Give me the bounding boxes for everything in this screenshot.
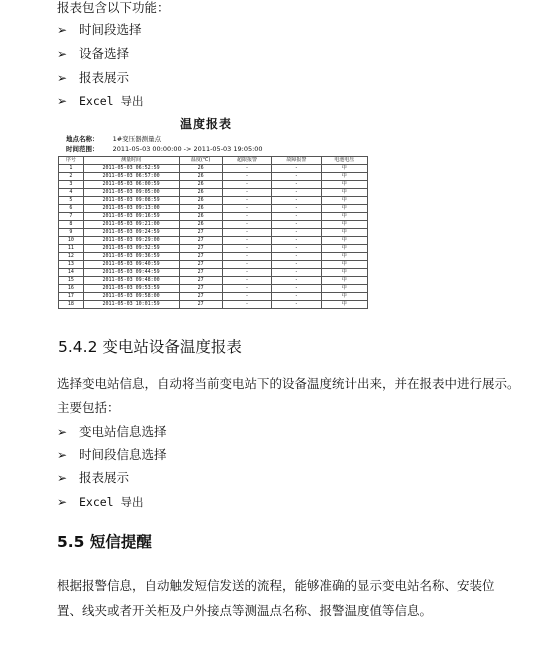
table-row bbox=[59, 229, 368, 237]
table-cell: 中 bbox=[321, 189, 367, 197]
table-cell: 中 bbox=[321, 293, 367, 301]
table-cell: - bbox=[272, 237, 321, 245]
table-cell: - bbox=[222, 301, 271, 309]
table-cell: 26 bbox=[179, 165, 222, 173]
table-cell: 8 bbox=[59, 221, 84, 229]
table-cell: - bbox=[272, 229, 321, 237]
table-cell: 2011-05-03 10:01:59 bbox=[83, 301, 179, 309]
table-cell: 1 bbox=[59, 165, 84, 173]
section-5-4-2-description: 选择变电站信息，自动将当前变电站下的设备温度统计出来，并在报表中进行展示。 bbox=[57, 376, 520, 391]
list-item bbox=[57, 447, 167, 463]
list-item bbox=[57, 70, 129, 86]
table-cell: - bbox=[222, 237, 271, 245]
table-cell: 中 bbox=[321, 277, 367, 285]
list-item-label: 时间段信息选择 bbox=[78, 447, 167, 462]
table-cell: - bbox=[272, 221, 321, 229]
table-cell: - bbox=[222, 253, 271, 261]
table-cell: 15 bbox=[59, 277, 84, 285]
table-row bbox=[59, 189, 368, 197]
report-table-body bbox=[59, 165, 368, 309]
report-site-label: 地点名称： bbox=[66, 135, 99, 143]
section-5-5-text: 根据报警信息，自动触发短信发送的流程，能够准确的显示变电站名称、安装位置、线夹或者开关柜及户外接点等测温点名称、报警温度值等信息。 bbox=[57, 578, 495, 618]
table-row bbox=[59, 213, 368, 221]
table-cell: - bbox=[222, 197, 271, 205]
list-item bbox=[57, 46, 129, 62]
table-cell: 中 bbox=[321, 221, 367, 229]
table-cell: 27 bbox=[179, 301, 222, 309]
list-item-label: Excel 导出 bbox=[78, 94, 144, 108]
table-row bbox=[59, 293, 368, 301]
table-cell: - bbox=[272, 165, 321, 173]
report-header-cell: 序号 bbox=[59, 157, 84, 165]
section-heading-5-4-2: 5.4.2 变电站设备温度报表 bbox=[58, 338, 242, 356]
table-cell: 2011-05-03 09:58:00 bbox=[83, 293, 179, 301]
report-table bbox=[58, 156, 368, 309]
table-cell: 6 bbox=[59, 205, 84, 213]
report-time-range bbox=[66, 144, 263, 153]
table-cell: - bbox=[272, 261, 321, 269]
table-row bbox=[59, 237, 368, 245]
table-cell: - bbox=[272, 253, 321, 261]
list-item-label: 报表展示 bbox=[78, 70, 129, 85]
table-cell: 2011-05-03 09:53:59 bbox=[83, 285, 179, 293]
table-row bbox=[59, 173, 368, 181]
table-cell: 26 bbox=[179, 213, 222, 221]
table-cell: 中 bbox=[321, 197, 367, 205]
table-cell: - bbox=[272, 277, 321, 285]
table-cell: - bbox=[272, 301, 321, 309]
report-site bbox=[66, 134, 161, 143]
table-row bbox=[59, 245, 368, 253]
report-header-cell: 测量时间 bbox=[83, 157, 179, 165]
table-row bbox=[59, 301, 368, 309]
table-cell: - bbox=[222, 285, 271, 293]
table-cell: 7 bbox=[59, 213, 84, 221]
table-cell: 17 bbox=[59, 293, 84, 301]
table-cell: 10 bbox=[59, 237, 84, 245]
table-cell: 27 bbox=[179, 277, 222, 285]
table-cell: 5 bbox=[59, 197, 84, 205]
table-cell: - bbox=[272, 205, 321, 213]
table-cell: - bbox=[222, 181, 271, 189]
arrow-bullet-icon: ➢ bbox=[57, 425, 68, 439]
table-cell: 9 bbox=[59, 229, 84, 237]
table-cell: - bbox=[272, 181, 321, 189]
table-cell: 2011-05-03 06:52:59 bbox=[83, 165, 179, 173]
arrow-bullet-icon: ➢ bbox=[57, 47, 68, 61]
table-row bbox=[59, 285, 368, 293]
table-cell: 27 bbox=[179, 245, 222, 253]
table-cell: 13 bbox=[59, 261, 84, 269]
table-row bbox=[59, 221, 368, 229]
table-cell: 2011-05-03 09:05:00 bbox=[83, 189, 179, 197]
table-cell: 中 bbox=[321, 237, 367, 245]
table-cell: - bbox=[272, 245, 321, 253]
table-cell: - bbox=[222, 277, 271, 285]
table-cell: - bbox=[222, 205, 271, 213]
table-cell: - bbox=[272, 189, 321, 197]
table-cell: - bbox=[272, 293, 321, 301]
table-cell: 2011-05-03 09:29:00 bbox=[83, 237, 179, 245]
table-cell: - bbox=[222, 293, 271, 301]
table-cell: 2 bbox=[59, 173, 84, 181]
table-cell: 27 bbox=[179, 261, 222, 269]
table-cell: 2011-05-03 09:24:59 bbox=[83, 229, 179, 237]
table-cell: - bbox=[222, 245, 271, 253]
table-cell: 12 bbox=[59, 253, 84, 261]
table-cell: 14 bbox=[59, 269, 84, 277]
table-cell: 中 bbox=[321, 205, 367, 213]
table-row bbox=[59, 197, 368, 205]
table-row bbox=[59, 165, 368, 173]
table-cell: - bbox=[272, 269, 321, 277]
list-item-label: 时间段选择 bbox=[78, 22, 142, 37]
table-row bbox=[59, 205, 368, 213]
table-cell: 中 bbox=[321, 261, 367, 269]
table-cell: 2011-05-03 09:08:59 bbox=[83, 197, 179, 205]
table-cell: 2011-05-03 09:44:59 bbox=[83, 269, 179, 277]
table-cell: 26 bbox=[179, 189, 222, 197]
list-item-label: 报表展示 bbox=[78, 470, 129, 485]
table-cell: - bbox=[222, 165, 271, 173]
table-cell: - bbox=[222, 189, 271, 197]
section-5-4-2-includes: 主要包括： bbox=[57, 400, 120, 415]
table-cell: 18 bbox=[59, 301, 84, 309]
table-cell: 26 bbox=[179, 205, 222, 213]
table-cell: 26 bbox=[179, 173, 222, 181]
arrow-bullet-icon: ➢ bbox=[57, 471, 68, 485]
table-cell: - bbox=[222, 173, 271, 181]
table-cell: 中 bbox=[321, 165, 367, 173]
table-cell: 2011-05-03 09:48:00 bbox=[83, 277, 179, 285]
list-item-label: 变电站信息选择 bbox=[78, 424, 167, 439]
table-cell: 2011-05-03 09:21:00 bbox=[83, 221, 179, 229]
list-item-label: Excel 导出 bbox=[78, 495, 144, 509]
report-header-cell: 电池电压 bbox=[321, 157, 367, 165]
table-cell: 26 bbox=[179, 181, 222, 189]
table-cell: - bbox=[222, 213, 271, 221]
list-item bbox=[57, 22, 142, 38]
table-cell: 26 bbox=[179, 221, 222, 229]
intro-text: 报表包含以下功能： bbox=[57, 0, 170, 15]
report-header-cell: 温度(℃) bbox=[179, 157, 222, 165]
report-screenshot bbox=[58, 112, 370, 312]
table-cell: 2011-05-03 06:57:00 bbox=[83, 173, 179, 181]
table-cell: 中 bbox=[321, 213, 367, 221]
table-cell: 2011-05-03 09:16:59 bbox=[83, 213, 179, 221]
table-cell: 27 bbox=[179, 285, 222, 293]
table-cell: 27 bbox=[179, 253, 222, 261]
table-cell: 中 bbox=[321, 245, 367, 253]
table-cell: 中 bbox=[321, 285, 367, 293]
table-cell: 16 bbox=[59, 285, 84, 293]
table-row bbox=[59, 269, 368, 277]
table-cell: - bbox=[222, 269, 271, 277]
table-cell: 中 bbox=[321, 269, 367, 277]
arrow-bullet-icon: ➢ bbox=[57, 495, 68, 509]
table-cell: 中 bbox=[321, 253, 367, 261]
table-cell: 27 bbox=[179, 229, 222, 237]
list-item bbox=[57, 494, 144, 510]
arrow-bullet-icon: ➢ bbox=[57, 94, 68, 108]
table-cell: 2011-05-03 06:00:59 bbox=[83, 181, 179, 189]
report-table-header bbox=[59, 157, 368, 165]
table-cell: - bbox=[222, 261, 271, 269]
table-cell: 2011-05-03 09:13:00 bbox=[83, 205, 179, 213]
list-item bbox=[57, 93, 144, 109]
table-cell: 27 bbox=[179, 293, 222, 301]
table-cell: 2011-05-03 09:32:59 bbox=[83, 245, 179, 253]
table-row bbox=[59, 277, 368, 285]
table-cell: 11 bbox=[59, 245, 84, 253]
table-cell: 2011-05-03 09:40:59 bbox=[83, 261, 179, 269]
table-cell: 中 bbox=[321, 301, 367, 309]
table-cell: 3 bbox=[59, 181, 84, 189]
table-cell: - bbox=[272, 285, 321, 293]
table-cell: - bbox=[272, 197, 321, 205]
table-cell: 中 bbox=[321, 181, 367, 189]
table-row bbox=[59, 253, 368, 261]
table-cell: - bbox=[222, 229, 271, 237]
list-item-label: 设备选择 bbox=[78, 46, 129, 61]
list-item bbox=[57, 424, 167, 440]
report-time-value: 2011-05-03 00:00:00 -> 2011-05-03 19:05:00 bbox=[112, 145, 263, 153]
arrow-bullet-icon: ➢ bbox=[57, 23, 68, 37]
table-row bbox=[59, 261, 368, 269]
report-title: 温度报表 bbox=[179, 117, 232, 131]
table-cell: 4 bbox=[59, 189, 84, 197]
table-cell: 27 bbox=[179, 237, 222, 245]
section-heading-5-5: 5.5 短信提醒 bbox=[57, 533, 152, 551]
table-row bbox=[59, 181, 368, 189]
report-header-cell: 故障报警 bbox=[272, 157, 321, 165]
table-cell: 中 bbox=[321, 173, 367, 181]
list-item bbox=[57, 470, 129, 486]
table-cell: 中 bbox=[321, 229, 367, 237]
arrow-bullet-icon: ➢ bbox=[57, 448, 68, 462]
table-cell: - bbox=[272, 213, 321, 221]
table-cell: - bbox=[222, 221, 271, 229]
report-site-value: 1#变压器测量点 bbox=[112, 135, 162, 143]
section-5-5-paragraph bbox=[57, 573, 517, 623]
table-cell: 27 bbox=[179, 269, 222, 277]
table-cell: 26 bbox=[179, 197, 222, 205]
table-cell: 2011-05-03 09:36:59 bbox=[83, 253, 179, 261]
arrow-bullet-icon: ➢ bbox=[57, 71, 68, 85]
report-header-cell: 超限报警 bbox=[222, 157, 271, 165]
table-cell: - bbox=[272, 173, 321, 181]
report-time-label: 时间范围： bbox=[66, 145, 99, 153]
